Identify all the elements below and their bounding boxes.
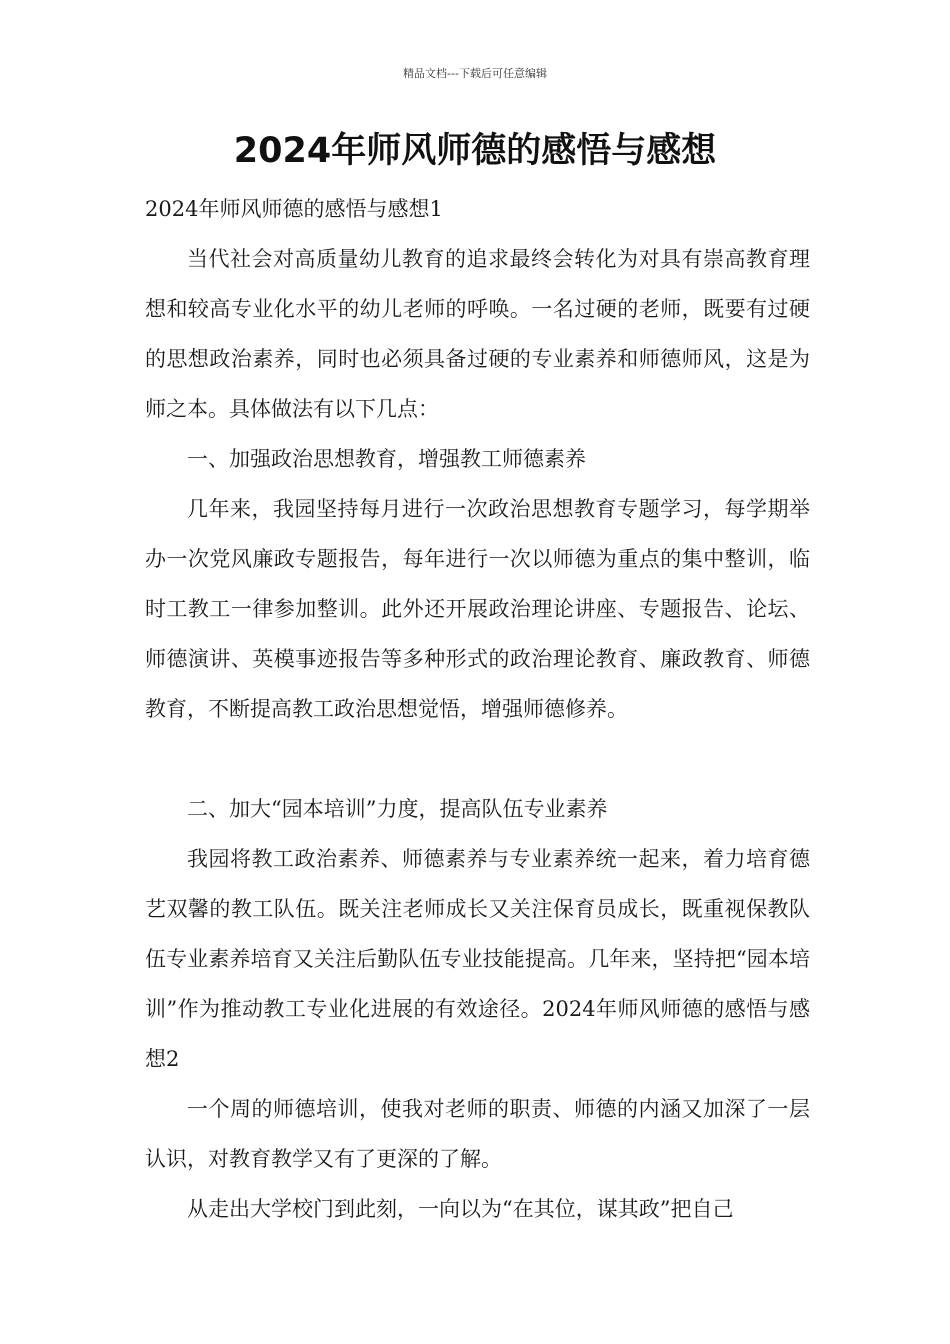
section-heading: 二、加大“园本培训”力度，提高队伍专业素养: [187, 797, 608, 821]
paragraph: 当代社会对高质量幼儿教育的追求最终会转化为对具有崇高教育理想和较高专业化水平的幼儿老师的呼唤。一名过硬的老师，既要有过硬的思想政治素养，同时也必须具备过硬的专业素养和师德师风，这是为师之本。具体做法有以下几点：: [145, 247, 810, 421]
document-body: [145, 184, 810, 1234]
section-heading: 一、加强政治思想教育，增强教工师德素养: [187, 447, 586, 471]
paragraph: 我园将教工政治素养、师德素养与专业素养统一起来，着力培育德艺双馨的教工队伍。既关注老师成长又关注保育员成长，既重视保教队伍专业素养培育又关注后勤队伍专业技能提高。几年来，坚持把“园本培训”作为推动教工专业化进展的有效途径。2024年师风师德的感悟与感想2: [145, 847, 810, 1071]
paragraph: 从走出大学校门到此刻，一向以为“在其位，谋其政”把自己: [187, 1197, 734, 1221]
paragraph: 一个周的师德培训，使我对老师的职责、师德的内涵又加深了一层认识，对教育教学又有了更深的了解。: [145, 1097, 810, 1171]
paragraph: 几年来，我园坚持每月进行一次政治思想教育专题学习，每学期举办一次党风廉政专题报告，每年进行一次以师德为重点的集中整训，临时工教工一律参加整训。此外还开展政治理论讲座、专题报告、论坛、师德演讲、英模事迹报告等多种形式的政治理论教育、廉政教育、师德教育，不断提高教工政治思想觉悟，增强师德修养。: [145, 497, 810, 721]
header-note: 精品文档---下载后可任意编辑: [403, 67, 547, 80]
section-subtitle: 2024年师风师德的感悟与感想1: [145, 197, 443, 221]
document-title: 2024年师风师德的感悟与感想: [233, 131, 717, 171]
blank-line: [145, 734, 810, 784]
